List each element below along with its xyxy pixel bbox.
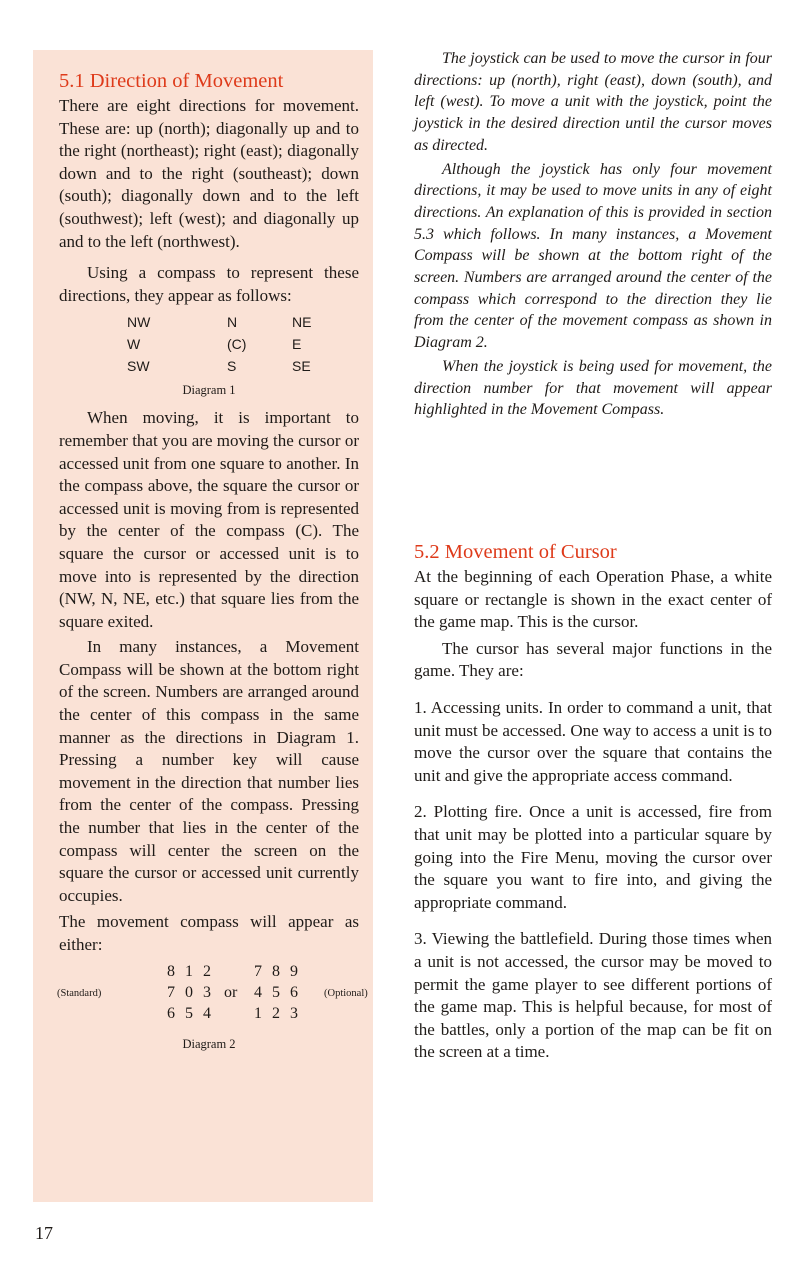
function-item-3: 3. Viewing the battlefield. During those times when a unit is not accessed, the cursor may be moved to permit the game player to see different portions of the game map. This is helpful because, for most of the battles, only a portion of the map can be fit on the screen at a time. <box>414 929 772 1062</box>
section-5-2 <box>414 538 772 1064</box>
section-5-2-paragraph-1: At the beginning of each Operation Phase, a white square or rectangle is shown in the exact center of the game map. This is the cursor. <box>414 567 772 632</box>
compass-s: S <box>227 358 237 375</box>
standard-row-2: 7 0 3 <box>167 983 214 1001</box>
optional-label: (Optional) <box>324 987 368 999</box>
section-5-1-paragraph-3: When moving, it is important to remember that you are moving the cursor or accessed unit from one square to another. In the compass above, the square the cursor or accessed unit is moving from is represented by the center of the compass (C). The square the cursor or accessed unit is to move into is represented by the direction (NW, N, NE, etc.) that square lies from the square exited. <box>59 408 359 631</box>
movement-compass-diagram <box>57 962 368 1029</box>
diagram-2-caption: Diagram 2 <box>182 1036 236 1051</box>
section-5-1-paragraph-5: The movement compass will appear as either: <box>59 912 359 954</box>
optional-row-1: 7 8 9 <box>254 962 301 980</box>
compass-e: E <box>292 336 302 353</box>
right-column <box>414 48 772 421</box>
section-5-1-paragraph-1: There are eight directions for movement. These are: up (north); diagonally up and to the right (northeast); right (east); diagonally down and to the right (southeast); down (south); diagonally down and to the left (southwest); left (west); and diagonally up and to the left (northwest). <box>59 96 359 251</box>
joystick-paragraph-2: Although the joystick has only four movement directions, it may be used to move units in any of eight directions. An explanation of this is provided in section 5.3 which follows. In many instances, a Movement Compass will be shown at the bottom right of the screen. Numbers are arranged around the center of the compass which correspond to the direction they lie from the center of the movement compass as shown in Diagram 2. <box>414 160 772 352</box>
page-number: 17 <box>35 1223 53 1243</box>
direction-compass <box>127 311 359 377</box>
section-5-1-panel <box>33 50 373 1202</box>
joystick-paragraph-3: When the joystick is being used for movement, the direction number for that movement will appear highlighted in the Movement Compass. <box>414 357 772 419</box>
or-label: or <box>224 983 238 1001</box>
optional-row-3: 1 2 3 <box>254 1004 301 1022</box>
section-5-1-paragraph-4: In many instances, a Movement Compass will be shown at the bottom right of the screen. Numbers are arranged around the center of this compass in the same manner as the directions in Diagram 1. Pressing a number key will cause movement in the direction that number lies from the center of the compass. Pressing the number that lies in the center of the compass will center the screen on the square the cursor or accessed unit currently occupies. <box>59 637 359 905</box>
section-5-1-paragraph-2: Using a compass to represent these directions, they appear as follows: <box>59 263 359 305</box>
diagram-1-caption: Diagram 1 <box>182 383 236 398</box>
compass-ne: NE <box>292 314 312 331</box>
compass-n: N <box>227 314 238 331</box>
compass-nw: NW <box>127 314 151 331</box>
standard-label: (Standard) <box>57 987 102 999</box>
compass-c: (C) <box>227 336 247 353</box>
compass-sw: SW <box>127 358 150 375</box>
compass-se: SE <box>292 358 311 375</box>
joystick-paragraph-1: The joystick can be used to move the cursor in four directions: up (north), right (east), down (south), and left (west). To move a unit with the joystick, point the joystick in the desired direction until the cursor moves as directed. <box>414 50 772 154</box>
function-item-2: 2. Plotting fire. Once a unit is accessed, fire from that unit may be plotted into a particular square by going into the Fire Menu, moving the cursor over the square you want to fire into, and giving the appropriate command. <box>414 802 772 912</box>
section-5-2-paragraph-2: The cursor has several major functions in the game. They are: <box>414 638 772 681</box>
standard-row-1: 8 1 2 <box>167 962 214 980</box>
section-5-1-heading: 5.1 Direction of Movement <box>59 70 284 92</box>
section-5-2-heading: 5.2 Movement of Cursor <box>414 541 617 563</box>
compass-w: W <box>127 336 141 353</box>
standard-row-3: 6 5 4 <box>167 1004 214 1022</box>
function-item-1: 1. Accessing units. In order to command a unit, that unit must be accessed. One way to access a unit is to move the cursor over the square that contains the unit and give the appropriate access command. <box>414 697 772 785</box>
optional-row-2: 4 5 6 <box>254 983 301 1001</box>
